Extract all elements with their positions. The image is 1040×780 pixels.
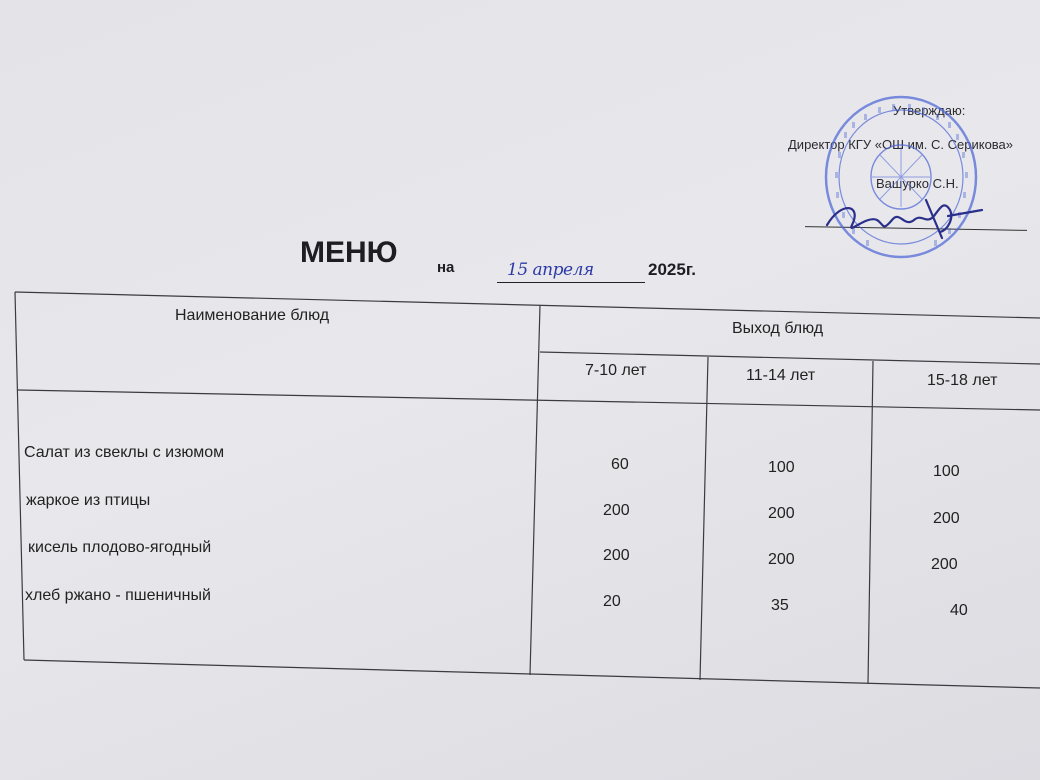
date-prefix: на xyxy=(437,259,455,276)
portion-15-18: 100 xyxy=(933,463,960,480)
portion-11-14: 200 xyxy=(768,551,795,568)
dish-name: кисель плодово-ягодный xyxy=(28,539,212,556)
portion-15-18: 200 xyxy=(931,556,958,573)
portion-7-10: 60 xyxy=(611,456,629,473)
date-value: 15 апреля xyxy=(507,260,594,280)
column-header-age-15-18: 15-18 лет xyxy=(927,372,998,389)
dish-name: хлеб ржано - пшеничный xyxy=(25,587,211,604)
portion-15-18: 40 xyxy=(950,602,968,619)
portion-15-18: 200 xyxy=(933,510,960,527)
column-header-output: Выход блюд xyxy=(732,320,824,337)
portion-7-10: 200 xyxy=(603,502,630,519)
approval-title: Утверждаю: xyxy=(893,103,966,118)
approval-name: Вашурко С.Н. xyxy=(876,176,959,191)
dish-name: Салат из свеклы с изюмом xyxy=(24,444,225,461)
page-title: МЕНЮ xyxy=(300,236,398,269)
portion-7-10: 20 xyxy=(603,593,621,610)
column-header-age-7-10: 7-10 лет xyxy=(585,362,647,379)
portion-11-14: 200 xyxy=(768,505,795,522)
dish-name: жаркое из птицы xyxy=(26,492,151,509)
column-header-age-11-14: 11-14 лет xyxy=(746,367,816,384)
portion-11-14: 100 xyxy=(768,459,795,476)
year-label: 2025г. xyxy=(648,260,696,279)
column-header-dish-name: Наименование блюд xyxy=(175,307,330,324)
portion-11-14: 35 xyxy=(771,597,789,614)
portion-7-10: 200 xyxy=(603,547,630,564)
approval-position: Директор КГУ «ОШ им. С. Серикова» xyxy=(788,137,1014,152)
